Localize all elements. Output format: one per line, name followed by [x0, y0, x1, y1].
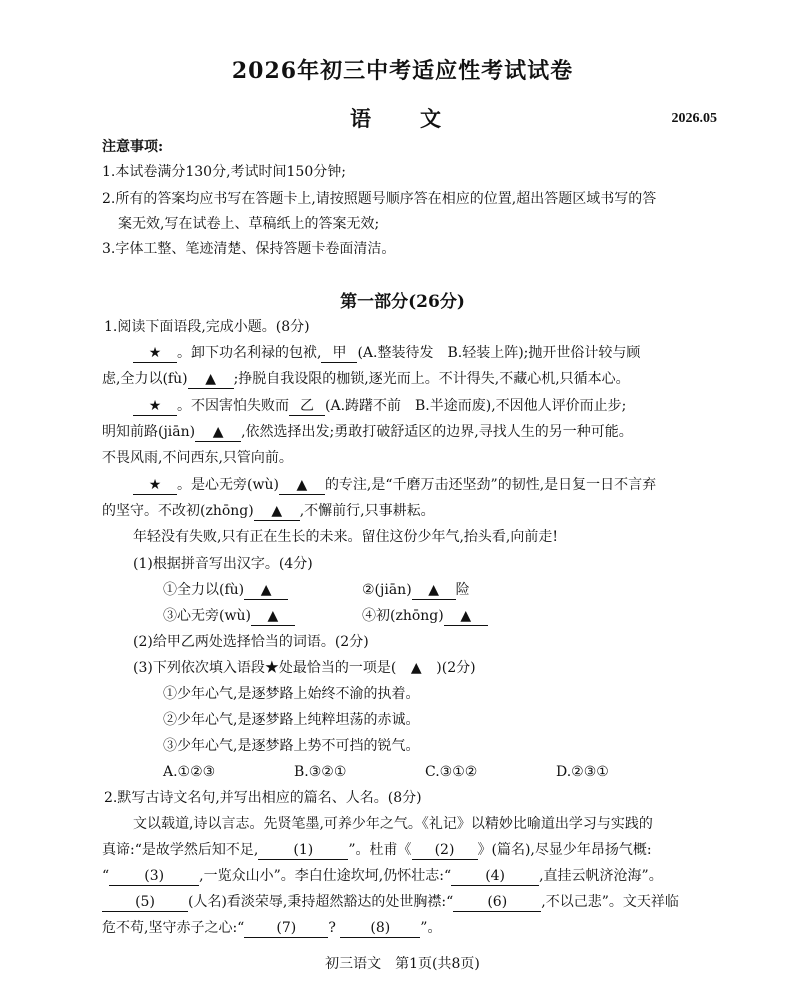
q1-sub3 — [133, 657, 476, 679]
text: ,依然选择出发;勇敢打破舒适区的边界,寻找人生的另一种可能。 — [241, 424, 633, 440]
choice-a: A.①②③ — [163, 764, 216, 780]
fill-blank: (5) — [102, 893, 188, 912]
triangle-marker: ▲ — [410, 660, 422, 676]
pinyin-item — [362, 605, 488, 627]
option-sentence: ③少年心气,是逐梦路上势不可挡的锐气。 — [163, 738, 420, 754]
notice-item: 3.字体工整、笔迹清楚、保持答题卡卷面清洁。 — [102, 241, 396, 257]
triangle-blank: ▲ — [188, 370, 234, 389]
text: 虑,全力以(fù) — [102, 371, 188, 387]
notice-item: 1.本试卷满分130分,考试时间150分钟; — [102, 164, 346, 180]
fill-blank: (4) — [451, 867, 539, 886]
triangle-blank: ▲ — [244, 581, 288, 600]
option-sentence: ②少年心气,是逐梦路上纯粹坦荡的赤诚。 — [163, 712, 420, 728]
text: ? — [328, 920, 336, 936]
text: ①全力以(fù) — [163, 582, 245, 598]
q1-p2-line2 — [102, 421, 633, 443]
pinyin-item — [362, 579, 470, 601]
triangle-blank: ▲ — [254, 502, 300, 521]
text: ”。 — [420, 920, 442, 936]
text: 。卸下功名利禄的包袱, — [177, 345, 322, 361]
text: 明知前路(jiān) — [102, 424, 196, 440]
pinyin-item — [163, 579, 288, 601]
q1-sub1: (1)根据拼音写出汉字。(4分) — [133, 556, 313, 572]
text: ,不懈前行,只事耕耘。 — [299, 503, 435, 519]
choice-c: C.③①② — [425, 764, 478, 780]
q2-stem: 2.默写古诗文名句,并写出相应的篇名、人名。(8分) — [104, 790, 422, 806]
text: 。不因害怕失败而 — [177, 398, 289, 414]
q2-line1: 文以载道,诗以言志。先贤笔墨,可养少年之气。《礼记》以精妙比喻道出学习与实践的 — [133, 816, 653, 832]
text: 》(篇名),尽显少年昂扬气概: — [477, 842, 652, 858]
fill-blank: (7) — [244, 919, 328, 938]
text: 的专注,是“千磨万击还坚劲”的韧性,是日复一日不言弃 — [324, 477, 657, 493]
star-blank: ★ — [133, 344, 177, 363]
subject-title: 语 文 — [350, 106, 455, 131]
star-blank: ★ — [133, 476, 177, 495]
notice-heading: 注意事项: — [102, 139, 164, 155]
q1-p1-line1 — [133, 342, 640, 364]
notice-item: 2.所有的答案均应书写在答题卡上,请按照题号顺序答在相应的位置,超出答题区域书写的答 — [102, 191, 657, 207]
star-blank: ★ — [133, 397, 177, 416]
q1-p2-line3: 不畏风雨,不问西东,只管向前。 — [102, 450, 293, 466]
page-footer: 初三语文 第1页(共8页) — [325, 956, 480, 972]
text: (A.整装待发 B.轻装上阵);抛开世俗计较与顾 — [357, 345, 641, 361]
fill-blank: (6) — [453, 893, 541, 912]
q2-line5 — [102, 917, 441, 939]
text: ,一览众山小”。李白仕途坎坷,仍怀壮志:“ — [199, 868, 452, 884]
q2-line3 — [102, 865, 663, 887]
q1-sub2: (2)给甲乙两处选择恰当的词语。(2分) — [133, 634, 369, 650]
fill-blank: (1) — [258, 841, 348, 860]
fill-blank: (8) — [340, 919, 420, 938]
triangle-blank: ▲ — [412, 581, 456, 600]
text: ,不以己悲”。文天祥临 — [541, 894, 679, 910]
q1-p2-line1 — [133, 395, 626, 417]
section-title: 第一部分(26分) — [340, 292, 465, 312]
text: (A.踌躇不前 B.半途而废),不因他人评价而止步; — [325, 398, 627, 414]
option-sentence: ①少年心气,是逐梦路上始终不渝的执着。 — [163, 686, 420, 702]
fill-blank: (3) — [109, 867, 199, 886]
text: 险 — [455, 582, 470, 598]
choice-b: B.③②① — [294, 764, 347, 780]
text: )(2分) — [436, 660, 476, 676]
pinyin-item — [163, 605, 295, 627]
text: 。是心无旁(wù) — [177, 477, 279, 493]
text: ③心无旁(wù) — [163, 608, 251, 624]
fill-blank: (2) — [412, 841, 478, 860]
text: ②(jiān) — [362, 582, 412, 598]
q1-p3-line1 — [133, 474, 656, 496]
triangle-blank: ▲ — [279, 476, 325, 495]
q1-stem: 1.阅读下面语段,完成小题。(8分) — [104, 319, 310, 335]
q1-p4: 年轻没有失败,只有正在生长的未来。留住这份少年气,抬头看,向前走! — [133, 529, 558, 545]
choice-row — [163, 761, 687, 783]
text: (3)下列依次填入语段★处最恰当的一项是( — [133, 660, 397, 676]
text: 的坚守。不改初(zhōng) — [102, 503, 254, 519]
q1-p1-line2 — [102, 368, 630, 390]
triangle-blank: ▲ — [251, 607, 295, 626]
jia-blank: 甲 — [321, 344, 357, 363]
exam-title: 2026年初三中考适应性考试试卷 — [231, 58, 574, 84]
choice-d: D.②③① — [556, 764, 609, 780]
text: 危不苟,坚守赤子之心:“ — [102, 920, 245, 936]
q2-line4 — [102, 891, 679, 913]
notice-item: 案无效,写在试卷上、草稿纸上的答案无效; — [118, 216, 380, 232]
text: (人名)看淡荣辱,秉持超然豁达的处世胸襟:“ — [188, 894, 454, 910]
text: “ — [102, 868, 110, 884]
triangle-blank: ▲ — [444, 607, 488, 626]
q2-line2 — [102, 839, 652, 861]
text: ”。杜甫《 — [348, 842, 412, 858]
text: 真谛:“是故学然后知不足, — [102, 842, 259, 858]
exam-date: 2026.05 — [671, 111, 717, 126]
text: ④初(zhōng) — [362, 608, 444, 624]
text: ;挣脱自我设限的枷锁,逐光而上。不计得失,不藏心机,只循本心。 — [233, 371, 630, 387]
text: ,直挂云帆济沧海”。 — [539, 868, 663, 884]
yi-blank: 乙 — [289, 397, 325, 416]
triangle-blank: ▲ — [195, 423, 241, 442]
q1-p3-line2 — [102, 500, 435, 522]
